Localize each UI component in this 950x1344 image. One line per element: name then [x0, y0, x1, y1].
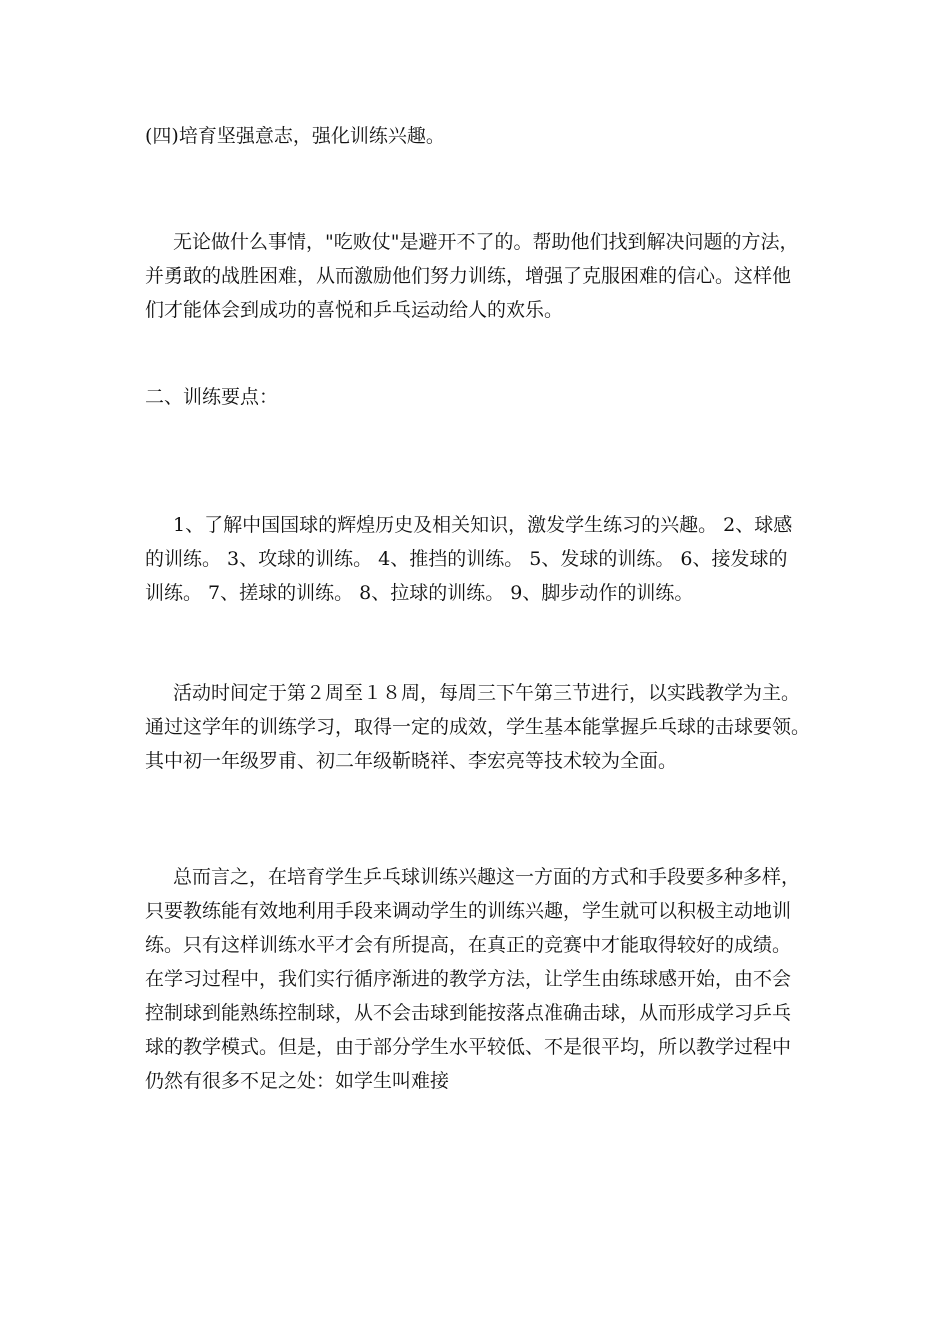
paragraph-training-list [145, 508, 805, 610]
paragraph-line: 控制球到能熟练控制球，从不会击球到能按落点准确击球，从而形成学习乒乓 [145, 1002, 792, 1024]
paragraph-line: 总而言之，在培育学生乒乓球训练兴趣这一方面的方式和手段要多种多样， [173, 866, 801, 888]
paragraph-line: 练。只有这样训练水平才会有所提高，在真正的竞赛中才能取得较好的成绩。 [145, 934, 792, 956]
paragraph-line: 并勇敢的战胜困难，从而激励他们努力训练，增强了克服困难的信心。这样他 [145, 265, 792, 287]
heading-text: 二、训练要点： [145, 386, 279, 408]
paragraph-line: 球的教学模式。但是，由于部分学生水平较低、不是很平均，所以教学过程中 [145, 1036, 792, 1058]
paragraph-line: 无论做什么事情，"吃败仗"是避开不了的。帮助他们找到解决问题的方法， [173, 231, 799, 253]
paragraph-line: 仍然有很多不足之处：如学生叫难接 [145, 1070, 450, 1092]
paragraph-activity-time [145, 676, 811, 778]
paragraph-line: 的训练。 3、攻球的训练。 4、推挡的训练。 5、发球的训练。 6、接发球的 [145, 548, 788, 570]
paragraph-line: 们才能体会到成功的喜悦和乒乓运动给人的欢乐。 [145, 299, 564, 321]
paragraph-line: 活动时间定于第２周至１８周，每周三下午第三节进行，以实践教学为主。 [173, 682, 801, 704]
heading-training-points [145, 380, 805, 414]
paragraph-line: 1、了解中国国球的辉煌历史及相关知识，激发学生练习的兴趣。 2、球感 [173, 514, 793, 536]
paragraph-perseverance [145, 225, 805, 327]
paragraph-line: 训练。 7、搓球的训练。 8、拉球的训练。 9、脚步动作的训练。 [145, 582, 694, 604]
paragraph-line: 通过这学年的训练学习，取得一定的成效，学生基本能掌握乒乓球的击球要领。 [145, 716, 811, 738]
paragraph-line: 在学习过程中，我们实行循序渐进的教学方法，让学生由练球感开始，由不会 [145, 968, 792, 990]
heading-text: (四)培育坚强意志，强化训练兴趣。 [145, 125, 445, 147]
heading-section-4 [145, 119, 805, 153]
paragraph-line: 只要教练能有效地利用手段来调动学生的训练兴趣，学生就可以积极主动地训 [145, 900, 792, 922]
paragraph-summary [145, 860, 805, 1098]
paragraph-line: 其中初一年级罗甫、初二年级靳晓祥、李宏亮等技术较为全面。 [145, 750, 678, 772]
